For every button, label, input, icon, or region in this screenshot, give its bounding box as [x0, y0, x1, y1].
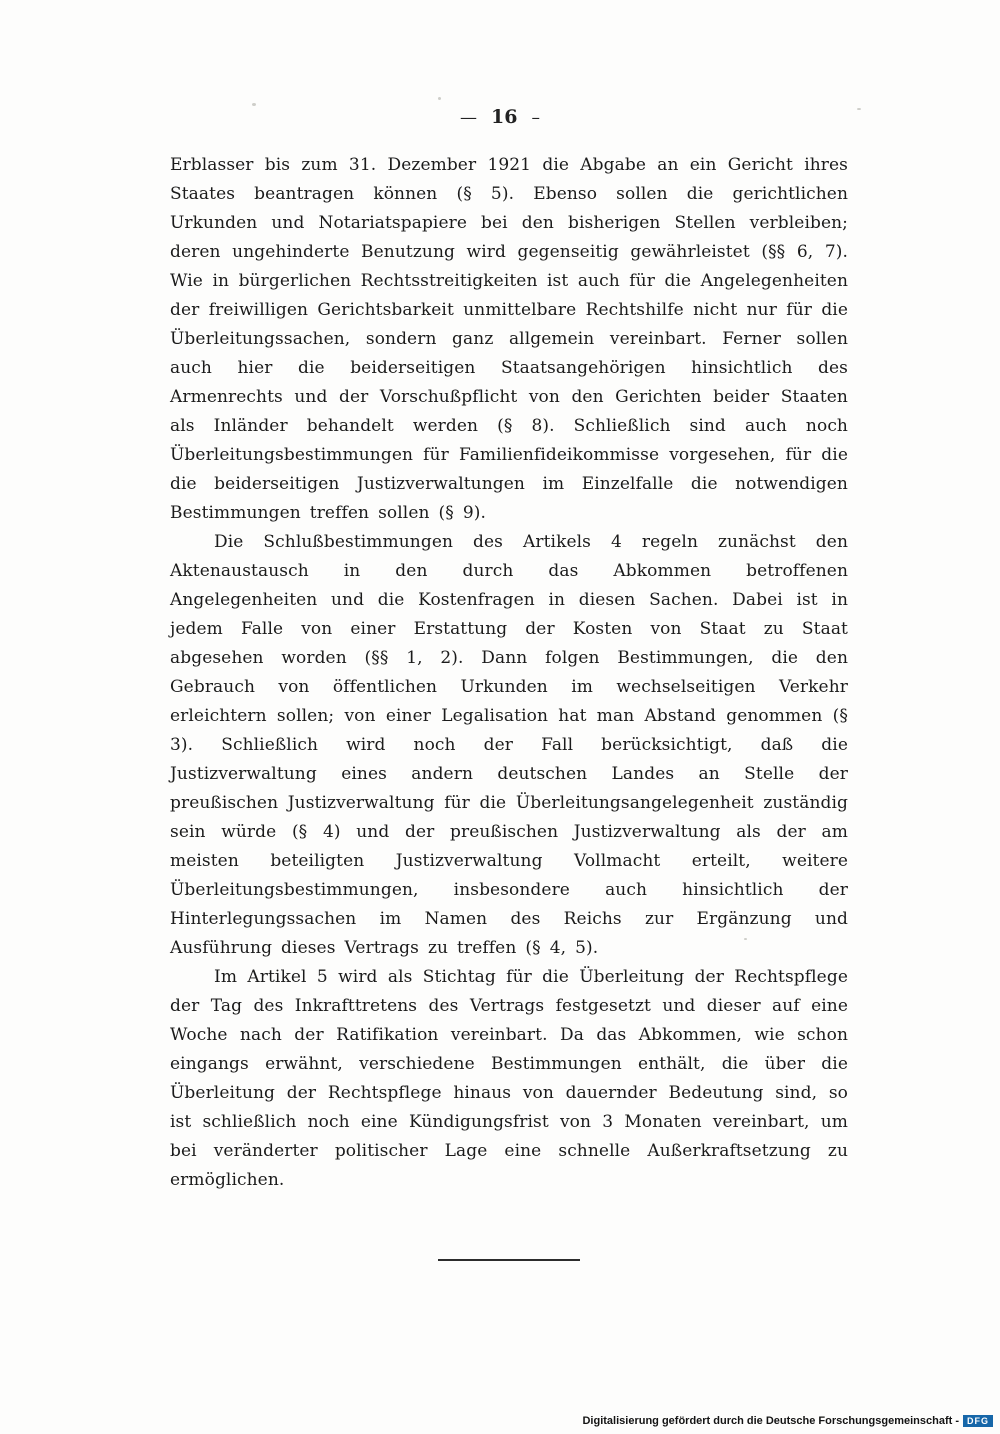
page-number	[0, 106, 1000, 128]
dfg-logo-text: DFG	[967, 1416, 989, 1426]
text-block	[170, 151, 848, 1261]
page-number-dash-left: —	[460, 108, 478, 128]
credit-text: Digitalisierung gefördert durch die Deutsche Forschungsgemeinschaft -	[582, 1415, 959, 1427]
scan-speck	[252, 103, 256, 106]
paragraph: Erblasser bis zum 31. Dezember 1921 die Abgabe an ein Gericht ihres Staates beantragen können (§ 5). Ebenso sollen die gerichtlichen Urkunden und Notariatspapiere bei den bisherigen Stellen verbleiben; deren ungehinderte Benutzung wird gegenseitig gewährleistet (§§ 6, 7). Wie in bürgerlichen Rechtsstreitigkeiten ist auch für die Angelegenheiten der freiwilligen Gerichtsbarkeit unmittelbare Rechtshilfe nicht nur für die Überleitungssachen, sondern ganz allgemein vereinbart. Ferner sollen auch hier die beiderseitigen Staatsangehörigen hinsichtlich des Armenrechts und der Vorschußpflicht von den Gerichten beider Staaten als Inländer behandelt werden (§ 8). Schließlich sind auch noch Überleitungsbestimmungen für Familienfideikommisse vorgesehen, für die die beiderseitigen Justizverwaltungen im Einzelfalle die notwendigen Bestimmungen treffen sollen (§ 9).	[170, 155, 848, 523]
scan-speck	[438, 97, 441, 100]
section-divider	[438, 1259, 580, 1261]
page-number-dash-right: –	[531, 108, 540, 128]
paragraph: Im Artikel 5 wird als Stichtag für die Überleitung der Rechtspflege der Tag des Inkrafttretens des Vertrags festgesetzt und dieser auf eine Woche nach der Ratifikation vereinbart. Da das Abkommen, wie schon eingangs erwähnt, verschiedene Bestimmungen enthält, die über die Überleitung der Rechtspflege hinaus von dauernder Bedeutung sind, so ist schließlich noch eine Kündigungsfrist von 3 Monaten vereinbart, um bei veränderter politischer Lage eine schnelle Außerkraftsetzung zu ermöglichen.	[170, 967, 848, 1190]
digitization-credit	[582, 1415, 993, 1427]
scan-speck	[857, 108, 861, 110]
page-number-value: 16	[491, 106, 518, 128]
paragraph: Die Schlußbestimmungen des Artikels 4 regeln zunächst den Aktenaustausch in den durch das Abkommen betroffenen Angelegenheiten und die Kostenfragen in diesen Sachen. Dabei ist in jedem Falle von einer Erstattung der Kosten von Staat zu Staat abgesehen worden (§§ 1, 2). Dann folgen Bestimmungen, die den Gebrauch von öffentlichen Urkunden im wechselseitigen Verkehr erleichtern sollen; von einer Legalisation hat man Abstand genommen (§ 3). Schließlich wird noch der Fall berücksichtigt, daß die Justizverwaltung eines andern deutschen Landes an Stelle der preußischen Justizverwaltung für die Überleitungsangelegenheit zuständig sein würde (§ 4) und der preußischen Justizverwaltung als der am meisten beteiligten Justizverwaltung Vollmacht erteilt, weitere Überleitungsbestimmungen, insbesondere auch hinsichtlich der Hinterlegungssachen im Namen des Reichs zur Ergänzung und Ausführung dieses Vertrags zu treffen (§ 4, 5).	[170, 532, 848, 958]
dfg-logo	[963, 1415, 993, 1427]
